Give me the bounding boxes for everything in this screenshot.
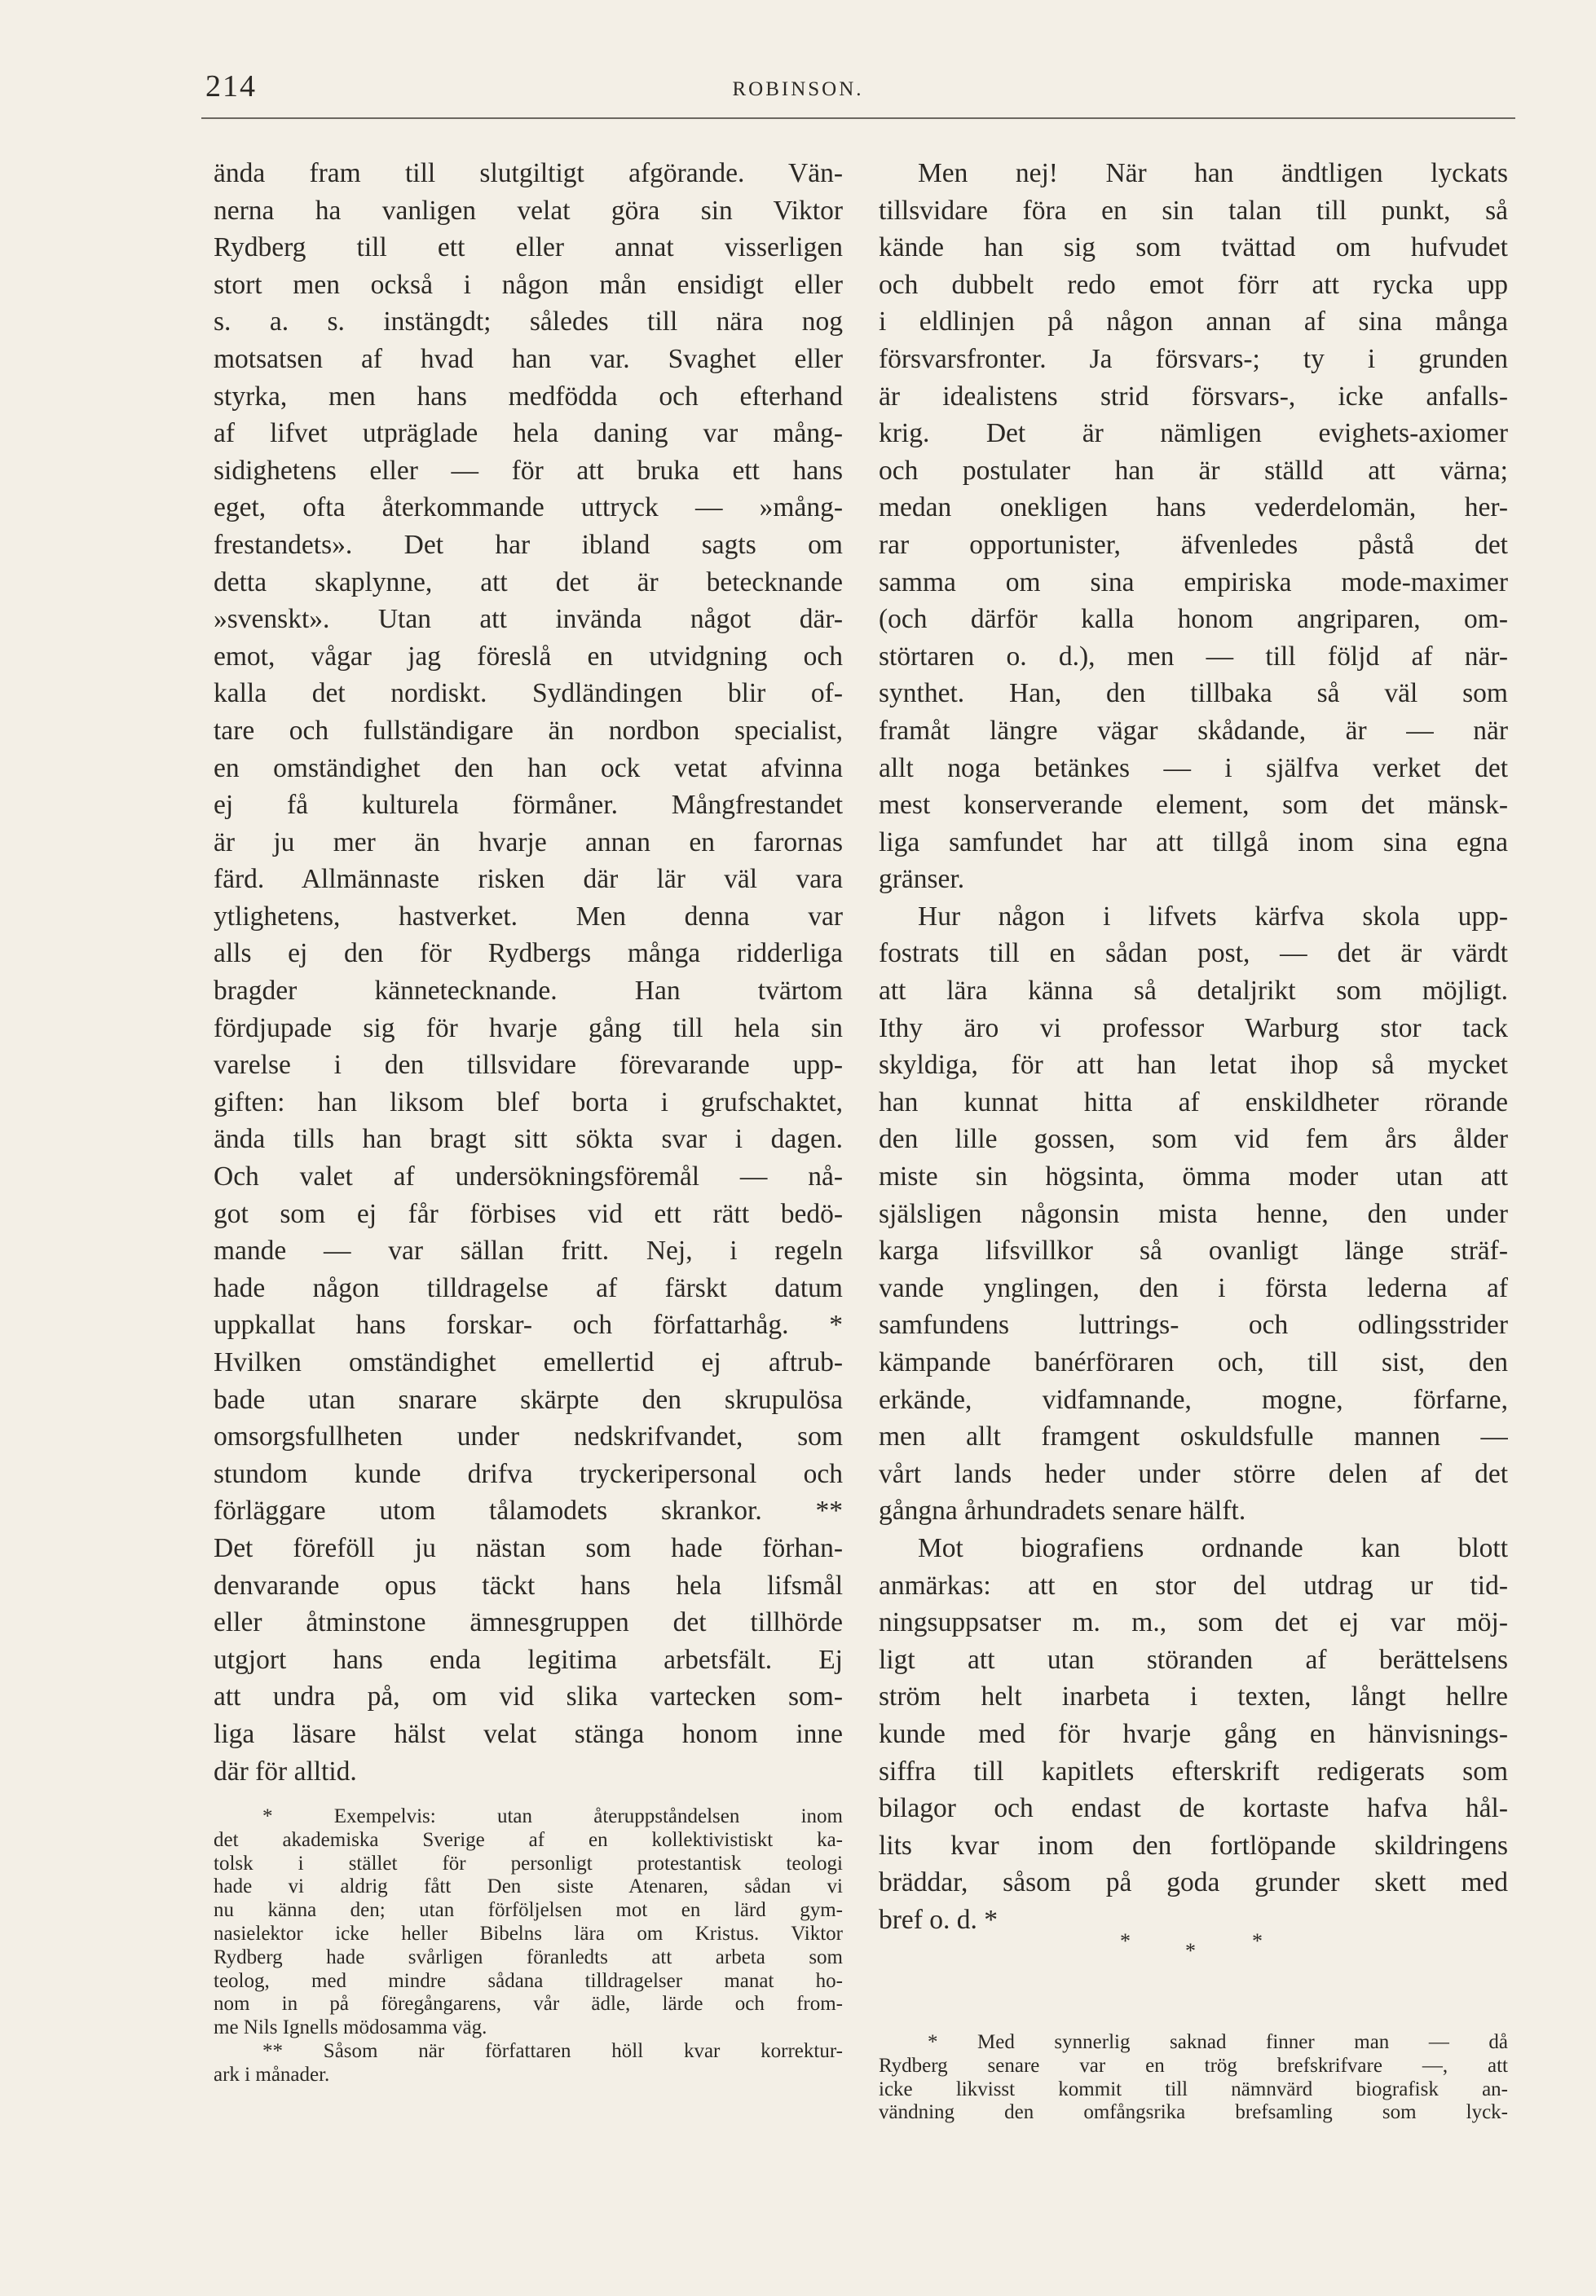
text-line: nerna ha vanligen velat göra sin Viktor: [214, 195, 843, 226]
text-line: eller åtminstone ämnesgruppen det tillhörde: [214, 1607, 843, 1638]
text-line: stort men också i någon mån ensidigt eller: [214, 269, 843, 300]
text-line: Det föreföll ju nästan som hade förhan-: [214, 1532, 843, 1563]
text-line: kunde med för hvarje gång en hänvisnings-: [879, 1718, 1508, 1749]
text-line: där för alltid.: [214, 1756, 357, 1787]
text-line: vårt lands heder under större delen af det: [879, 1458, 1508, 1489]
text-line: tillsvidare föra en sin talan till punkt, så: [879, 195, 1508, 226]
text-line: ningsuppsatser m. m., som det ej var möj-: [879, 1607, 1508, 1638]
text-line: men allt framgent oskuldsfulle mannen —: [879, 1421, 1508, 1452]
text-line: att lära känna så detaljrikt som möjligt.: [879, 976, 1508, 1007]
text-line: kalla det nordiskt. Sydländingen blir of-: [214, 678, 843, 709]
text-line: framåt längre vägar skådande, är — när: [879, 715, 1508, 746]
text-line: en omständighet den han ock vetat afvinna: [214, 752, 843, 783]
text-line: allt noga betänkes — i själfva verket det: [879, 752, 1508, 783]
text-line: »svenskt». Utan att invända något där-: [214, 604, 843, 635]
text-line: fostrats till en sådan post, — det är värdt: [879, 938, 1508, 969]
text-line: ligt att utan störanden af berättelsens: [879, 1644, 1508, 1675]
text-line: försvarsfronter. Ja försvars-; ty i grunden: [879, 343, 1508, 374]
text-line: Ithy äro vi professor Warburg stor tack: [879, 1012, 1508, 1043]
text-line: anmärkas: att en stor del utdrag ur tid-: [879, 1570, 1508, 1601]
footnote-line: * Med synnerlig saknad finner man — då: [928, 2031, 1508, 2053]
footnote-line: icke likvisst kommit till nämnvärd biografisk an-: [879, 2078, 1508, 2100]
text-line: tare och fullständigare än nordbon specialist,: [214, 715, 843, 746]
text-line: af lifvet utpräglade hela daning var mång-: [214, 418, 843, 449]
text-line: omsorgsfullheten under nedskrifvandet, som: [214, 1421, 843, 1452]
text-line: och dubbelt redo emot förr att rycka upp: [879, 269, 1508, 300]
text-line: förläggare utom tålamodets skrankor. **: [214, 1496, 843, 1527]
text-line: stundom kunde drifva tryckeripersonal och: [214, 1458, 843, 1489]
text-line: skyldiga, för att han letat ihop så mycket: [879, 1050, 1508, 1081]
footnote-line: ark i månader.: [214, 2063, 330, 2086]
text-line: siffra till kapitlets efterskrift redigerats som: [879, 1756, 1508, 1787]
text-line: Och valet af undersökningsföremål — nå-: [214, 1161, 843, 1192]
text-line: alls ej den för Rydbergs många ridderliga: [214, 938, 843, 969]
right-column: [879, 155, 1508, 1939]
footnote-line: det akademiska Sverige af en kollektivistiskt ka-: [214, 1828, 843, 1851]
text-line: bilagor och endast de kortaste hafva hål-: [879, 1793, 1508, 1824]
footnote-line: vändning den omfångsrika brefsamling som lyck-: [879, 2101, 1508, 2124]
text-line: varelse i den tillsvidare förevarande upp-: [214, 1050, 843, 1081]
running-title: ROBINSON.: [732, 78, 864, 100]
text-line: fördjupade sig för hvarje gång till hela sin: [214, 1012, 843, 1043]
text-line: liga samfundet har att tillgå inom sina egna: [879, 826, 1508, 857]
footnote-line: tolsk i stället för personligt protestantisk teologi: [214, 1852, 843, 1875]
text-line: bref o. d. *: [879, 1904, 999, 1935]
footnote-line: * Exempelvis: utan återuppståndelsen inom: [262, 1805, 843, 1827]
text-line: Hvilken omständighet emellertid ej aftrub-: [214, 1347, 843, 1377]
left-footnotes: [214, 1805, 843, 2087]
text-line: själsligen någonsin mista henne, den under: [879, 1198, 1508, 1229]
text-line: gränser.: [879, 864, 965, 895]
text-line: hade någon tilldragelse af färskt datum: [214, 1272, 843, 1303]
text-line: Men nej! När han ändtligen lyckats: [918, 158, 1508, 188]
footnote-line: nom in på föregångarens, vår ädle, lärde och from-: [214, 1993, 843, 2016]
text-line: uppkallat hans forskar- och författarhåg. *: [214, 1310, 843, 1341]
text-line: att undra på, om vid slika vartecken som-: [214, 1681, 843, 1712]
text-line: och postulater han är ställd att värna;: [879, 455, 1508, 486]
text-line: mande — var sällan fritt. Nej, i regeln: [214, 1236, 843, 1267]
text-line: samfundens luttrings- och odlingsstrider: [879, 1310, 1508, 1341]
text-line: sidighetens eller — för att bruka ett hans: [214, 455, 843, 486]
header-rule: [201, 117, 1515, 119]
footnote-line: nu känna den; utan förföljelsen mot en lärd gym-: [214, 1899, 843, 1922]
text-line: ända fram till slutgiltigt afgörande. Vän-: [214, 158, 843, 188]
text-line: giften: han liksom blef borta i grufschaktet,: [214, 1086, 843, 1117]
text-line: gångna århundradets senare hälft.: [879, 1496, 1246, 1527]
text-line: bragder kännetecknande. Han tvärtom: [214, 976, 843, 1007]
text-line: kämpande banérföraren och, till sist, den: [879, 1347, 1508, 1377]
text-line: bräddar, såsom på goda grunder skett med: [879, 1867, 1508, 1898]
text-line: kände han sig som tvättad om hufvudet: [879, 232, 1508, 263]
text-line: motsatsen af hvad han var. Svaghet eller: [214, 343, 843, 374]
text-line: denvarande opus täckt hans hela lifsmål: [214, 1570, 843, 1601]
text-line: är ju mer än hvarje annan en farornas: [214, 826, 843, 857]
right-footnotes: [879, 2031, 1508, 2125]
footnote-line: ** Såsom när författaren höll kvar korrektur-: [262, 2039, 843, 2062]
text-line: färd. Allmännaste risken där lär väl vara: [214, 864, 843, 895]
left-column: [214, 155, 843, 1790]
text-line: detta skaplynne, att det är betecknande: [214, 566, 843, 597]
text-line: liga läsare hälst velat stänga honom inne: [214, 1718, 843, 1749]
text-line: styrka, men hans medfödda och efterhand: [214, 381, 843, 412]
text-line: vande ynglingen, den i första lederna af: [879, 1272, 1508, 1303]
footnote-line: nasielektor icke heller Bibelns lära om Kristus. Viktor: [214, 1922, 843, 1945]
text-line: rar opportunister, äfvenledes påstå det: [879, 529, 1508, 560]
text-line: han kunnat hitta af enskildheter rörande: [879, 1086, 1508, 1117]
text-line: utgjort hans enda legitima arbetsfält. Ej: [214, 1644, 843, 1675]
text-line: (och därför kalla honom angriparen, om-: [879, 604, 1508, 635]
footnote-line: teolog, med mindre sådana tilldragelser manat ho-: [214, 1969, 843, 1992]
text-line: ej få kulturela förmåner. Mångfrestandet: [214, 790, 843, 821]
text-line: den lille gossen, som vid fem års ålder: [879, 1124, 1508, 1155]
text-line: mest konserverande element, som det mänsk-: [879, 790, 1508, 821]
text-line: emot, vågar jag föreslå en utvidgning och: [214, 641, 843, 672]
footnote-line: me Nils Ignells mödosamma väg.: [214, 2016, 487, 2039]
text-line: ström helt inarbeta i texten, långt hellre: [879, 1681, 1508, 1712]
footnote-line: Rydberg hade svårligen föranledts att arbeta som: [214, 1946, 843, 1968]
text-line: medan onekligen hans vederdelomän, her-: [879, 492, 1508, 523]
text-line: bade utan snarare skärpte den skrupulösa: [214, 1384, 843, 1415]
text-line: Hur någon i lifvets kärfva skola upp-: [918, 901, 1508, 932]
section-break-star: *: [1252, 1929, 1263, 1953]
text-line: krig. Det är nämligen evighets-axiomer: [879, 418, 1508, 449]
text-line: got som ej får förbises vid ett rätt bedö-: [214, 1198, 843, 1229]
text-line: s. a. s. instängdt; således till nära nog: [214, 306, 843, 337]
text-line: Rydberg till ett eller annat visserligen: [214, 232, 843, 263]
text-line: är idealistens strid försvars-, icke anfalls-: [879, 381, 1508, 412]
text-line: Mot biografiens ordnande kan blott: [918, 1532, 1508, 1563]
text-line: lits kvar inom den fortlöpande skildringens: [879, 1830, 1508, 1861]
text-line: i eldlinjen på någon annan af sina många: [879, 306, 1508, 337]
text-line: frestandets». Det har ibland sagts om: [214, 529, 843, 560]
text-line: samma om sina empiriska mode-maximer: [879, 566, 1508, 597]
text-line: karga lifsvillkor så ovanligt länge sträf-: [879, 1236, 1508, 1267]
text-line: miste sin högsinta, ömma moder utan att: [879, 1161, 1508, 1192]
text-line: ända tills han bragt sitt sökta svar i dagen.: [214, 1124, 843, 1155]
section-break-star: *: [1120, 1929, 1131, 1953]
footnote-line: hade vi aldrig fått Den siste Atenaren, sådan vi: [214, 1875, 843, 1898]
text-line: ytlighetens, hastverket. Men denna var: [214, 901, 843, 932]
section-break-star: *: [1185, 1939, 1196, 1963]
footnote-line: Rydberg senare var en trög brefskrifvare —, att: [879, 2054, 1508, 2077]
text-line: erkände, vidfamnande, mogne, förfarne,: [879, 1384, 1508, 1415]
page-number: 214: [205, 69, 257, 104]
text-line: störtaren o. d.), men — till följd af när-: [879, 641, 1508, 672]
text-line: eget, ofta återkommande uttryck — »mång-: [214, 492, 843, 523]
text-line: synthet. Han, den tillbaka så väl som: [879, 678, 1508, 709]
